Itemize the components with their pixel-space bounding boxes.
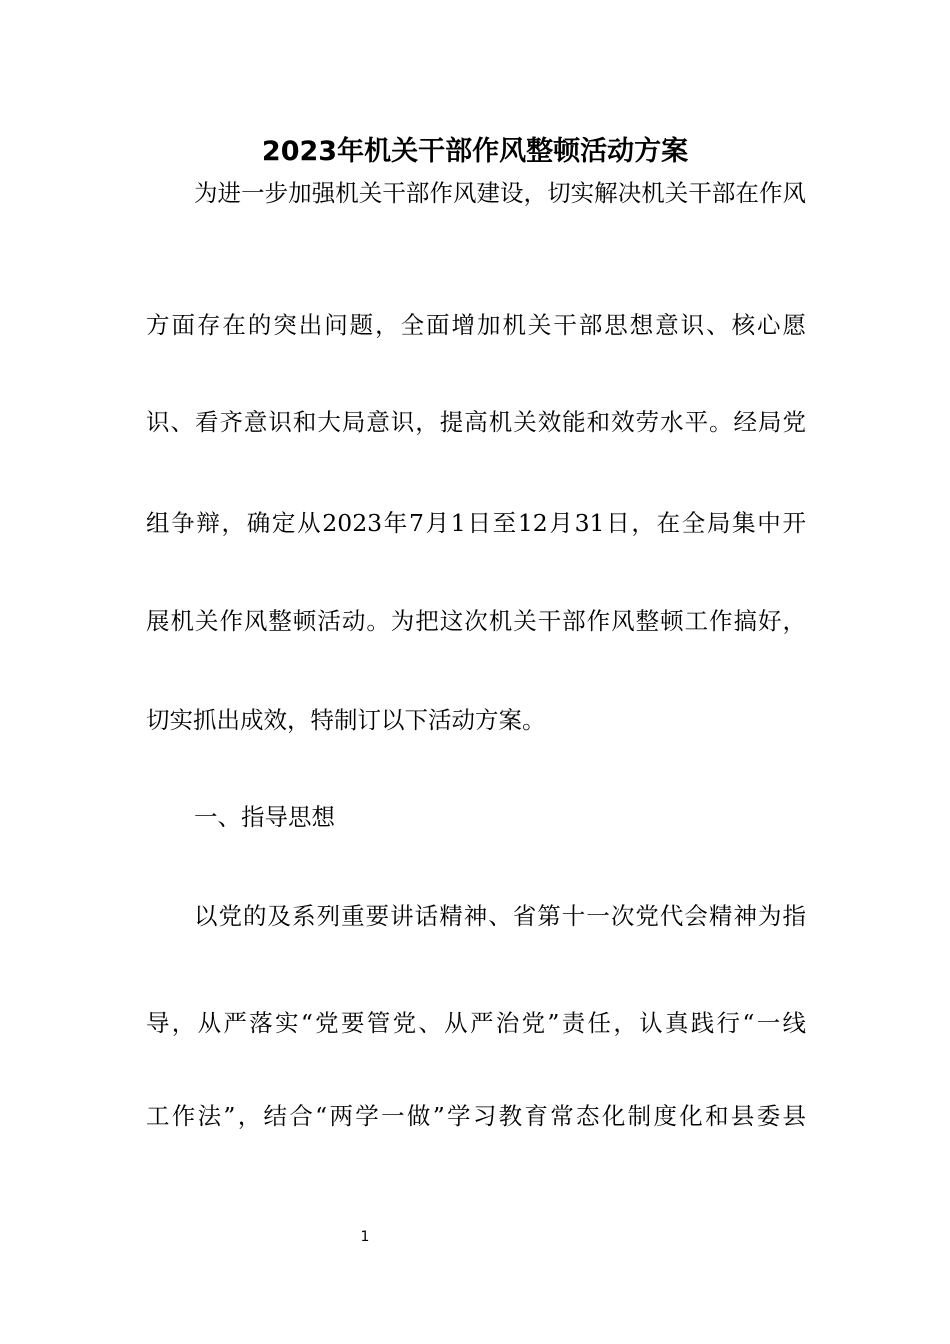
- intro-line-1: 为进一步加强机关干部作风建设，切实解决机关干部在作风: [194, 179, 806, 207]
- intro-line-5: 展机关作风整顿活动。为把这次机关干部作风整顿工作搞好，: [146, 607, 806, 635]
- intro-line-3: 识、看齐意识和大局意识，提高机关效能和效劳水平。经局党: [146, 408, 806, 436]
- intro-line-2: 方面存在的突出问题，全面增加机关干部思想意识、核心愿: [146, 311, 806, 339]
- guidance-line-3: 工作法”，结合“两学一做”学习教育常态化制度化和县委县: [146, 1102, 806, 1130]
- guidance-line-2: 导，从严落实“党要管党、从严治党”责任，认真践行“一线: [146, 1009, 806, 1037]
- guidance-line-1: 以党的及系列重要讲话精神、省第十一次党代会精神为指: [194, 902, 806, 930]
- document-title: 2023年机关干部作风整顿活动方案: [261, 136, 689, 167]
- intro-line-4: 组争辩，确定从2023年7月1日至12月31日，在全局集中开: [146, 509, 806, 537]
- page-number: 1: [360, 1229, 370, 1245]
- intro-line-6: 切实抓出成效，特制订以下活动方案。: [146, 706, 546, 734]
- section-heading-guidance: 一、指导思想: [194, 803, 335, 831]
